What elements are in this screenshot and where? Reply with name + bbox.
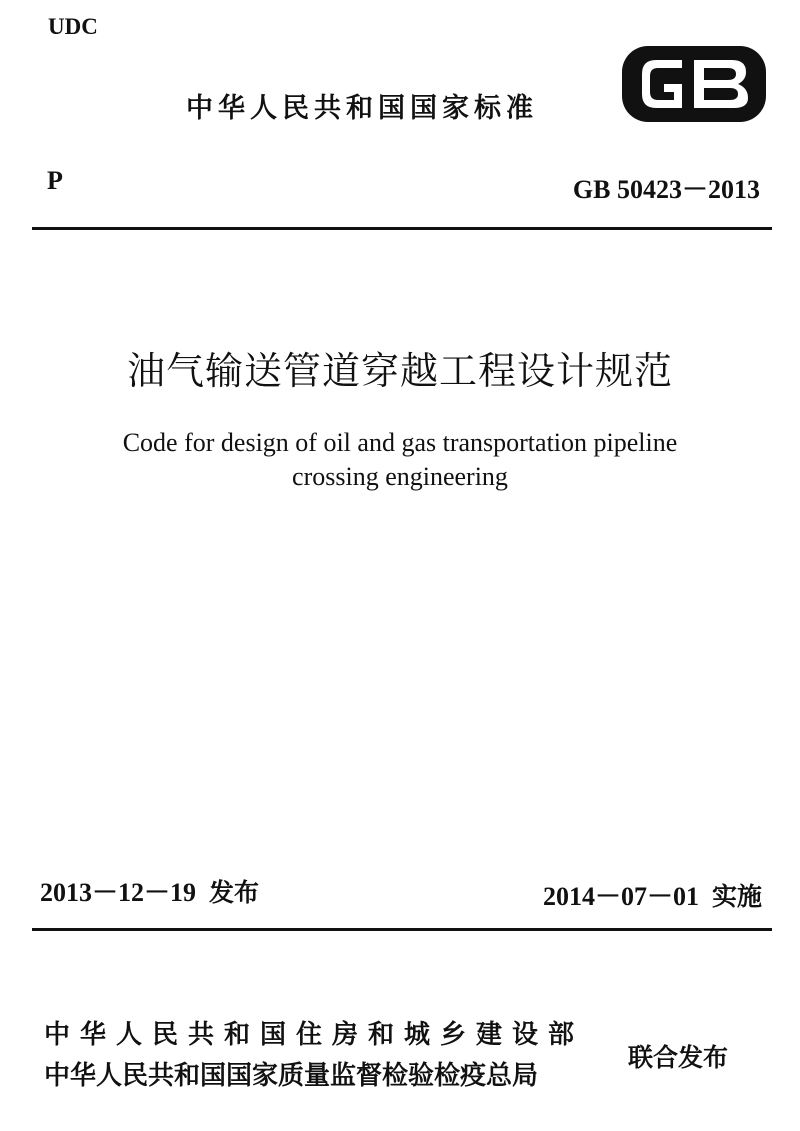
title-english-line-2: crossing engineering — [292, 462, 508, 491]
gb-logo — [620, 44, 768, 124]
implementation-date: 2014－07－01 — [542, 882, 699, 911]
title-english-line-1: Code for design of oil and gas transportation pipeline — [122, 428, 678, 457]
issuer-aqsiq: 中华人民共和国国家质量监督检验检疫总局 — [44, 1061, 539, 1091]
issue-label: 发布 — [209, 878, 260, 907]
udc-label: UDC — [48, 14, 98, 39]
national-standard-heading: 中华人民共和国国家标准 — [186, 93, 538, 124]
implementation-date-block — [543, 876, 762, 913]
issue-date: 2013－12－19 — [40, 878, 197, 907]
issue-date-block — [40, 872, 259, 909]
issuer-ministry-housing: 中华人民共和国住房和城乡建设部 — [44, 1020, 585, 1050]
implementation-label: 实施 — [711, 882, 762, 911]
top-divider — [32, 227, 772, 230]
joint-issue-label: 联合发布 — [628, 1043, 729, 1072]
classification-letter: P — [47, 166, 63, 195]
standard-number: GB 50423－2013 — [572, 175, 760, 204]
bottom-divider — [32, 928, 772, 931]
title-english — [0, 426, 800, 494]
title-chinese: 油气输送管道穿越工程设计规范 — [126, 349, 673, 393]
gb-logo-mark — [620, 44, 768, 124]
